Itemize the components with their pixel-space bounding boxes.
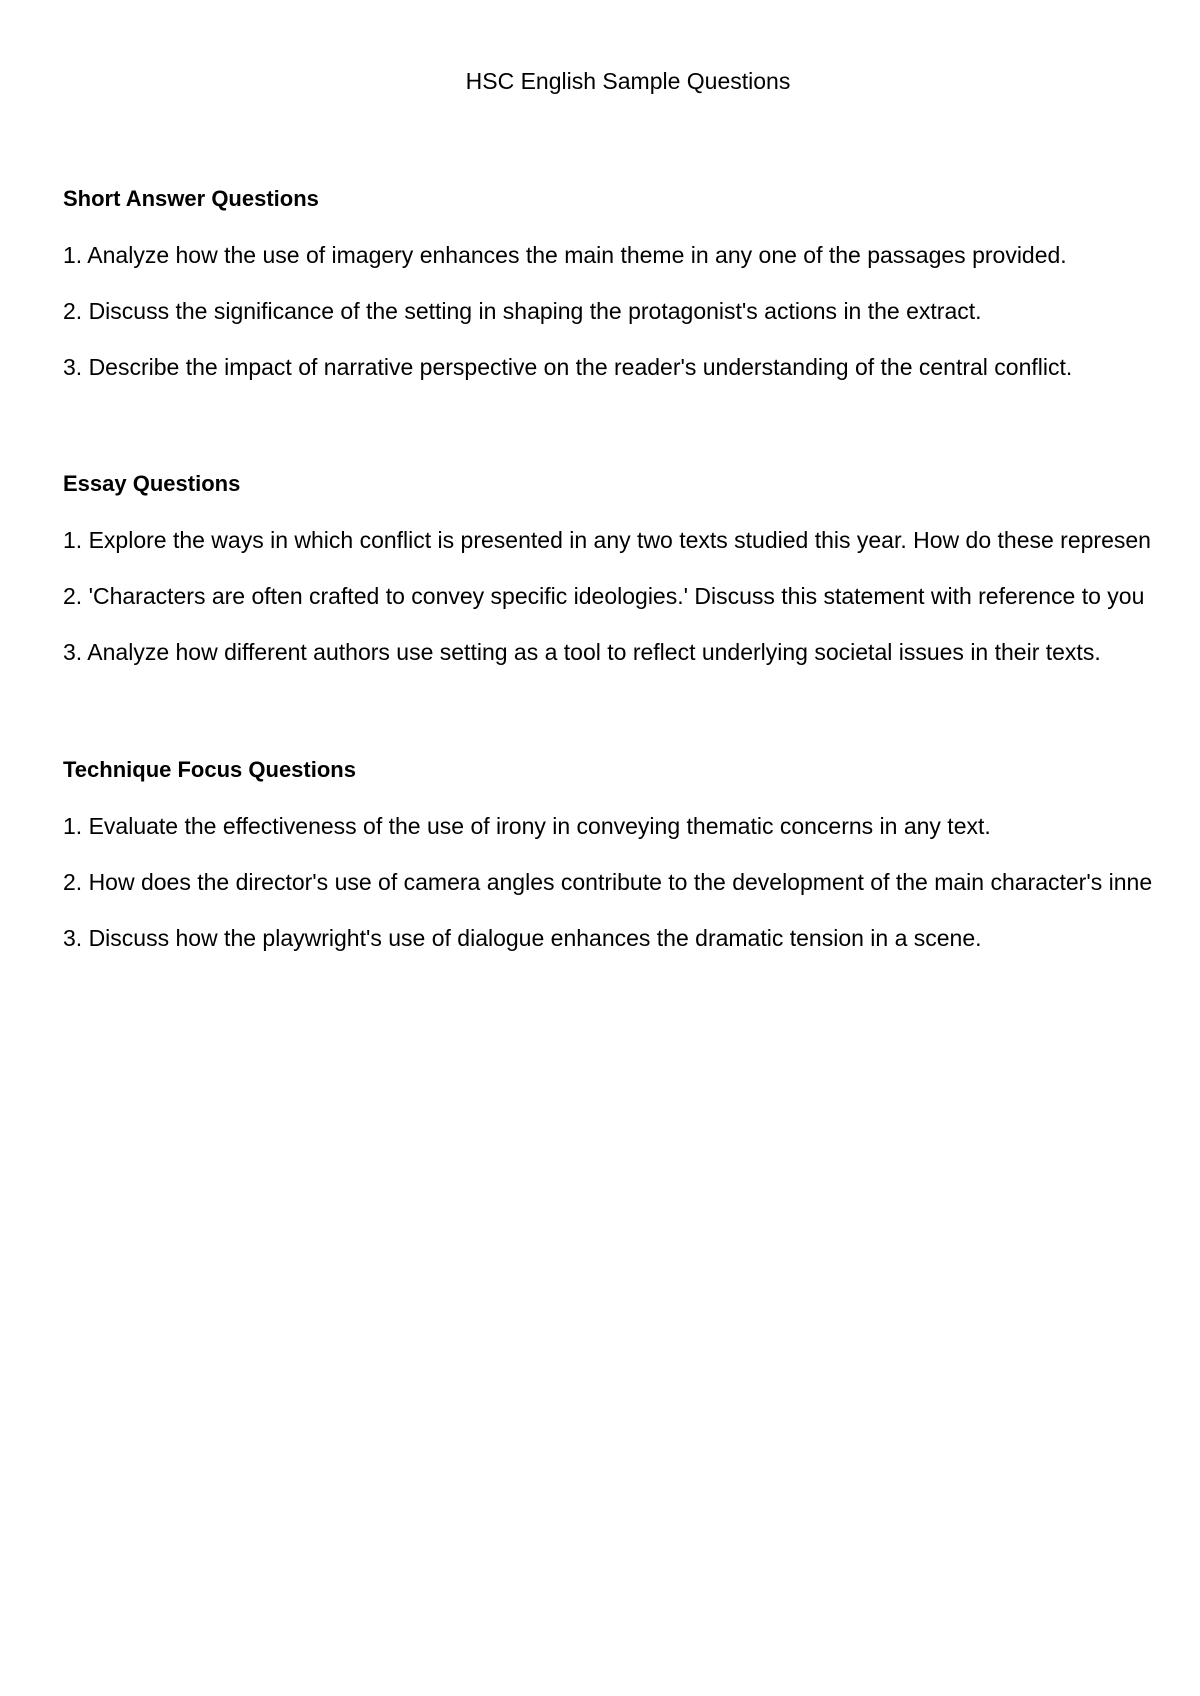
question-item: 2. How does the director's use of camera angles contribute to the development of the main character's inne	[63, 869, 1153, 895]
question-item: 3. Discuss how the playwright's use of dialogue enhances the dramatic tension in a scene.	[63, 925, 982, 951]
section-essay	[63, 471, 1200, 695]
section-technique-focus	[63, 757, 1200, 981]
section-short-answer	[63, 186, 1200, 410]
question-item: 1. Explore the ways in which conflict is presented in any two texts studied this year. How do these represen	[63, 527, 1151, 553]
question-item: 2. 'Characters are often crafted to convey specific ideologies.' Discuss this statement with reference to you	[63, 583, 1145, 609]
question-item: 1. Analyze how the use of imagery enhances the main theme in any one of the passages provided.	[63, 242, 1067, 268]
question-item: 1. Evaluate the effectiveness of the use of irony in conveying thematic concerns in any text.	[63, 813, 991, 839]
question-item: 3. Describe the impact of narrative perspective on the reader's understanding of the central conflict.	[63, 354, 1073, 380]
document-title: HSC English Sample Questions	[465, 68, 791, 94]
question-item: 2. Discuss the significance of the setting in shaping the protagonist's actions in the extract.	[63, 298, 982, 324]
question-item: 3. Analyze how different authors use setting as a tool to reflect underlying societal issues in their texts.	[63, 639, 1101, 665]
section-heading: Technique Focus Questions	[63, 757, 356, 782]
section-heading: Essay Questions	[63, 471, 241, 496]
section-heading: Short Answer Questions	[63, 186, 319, 211]
